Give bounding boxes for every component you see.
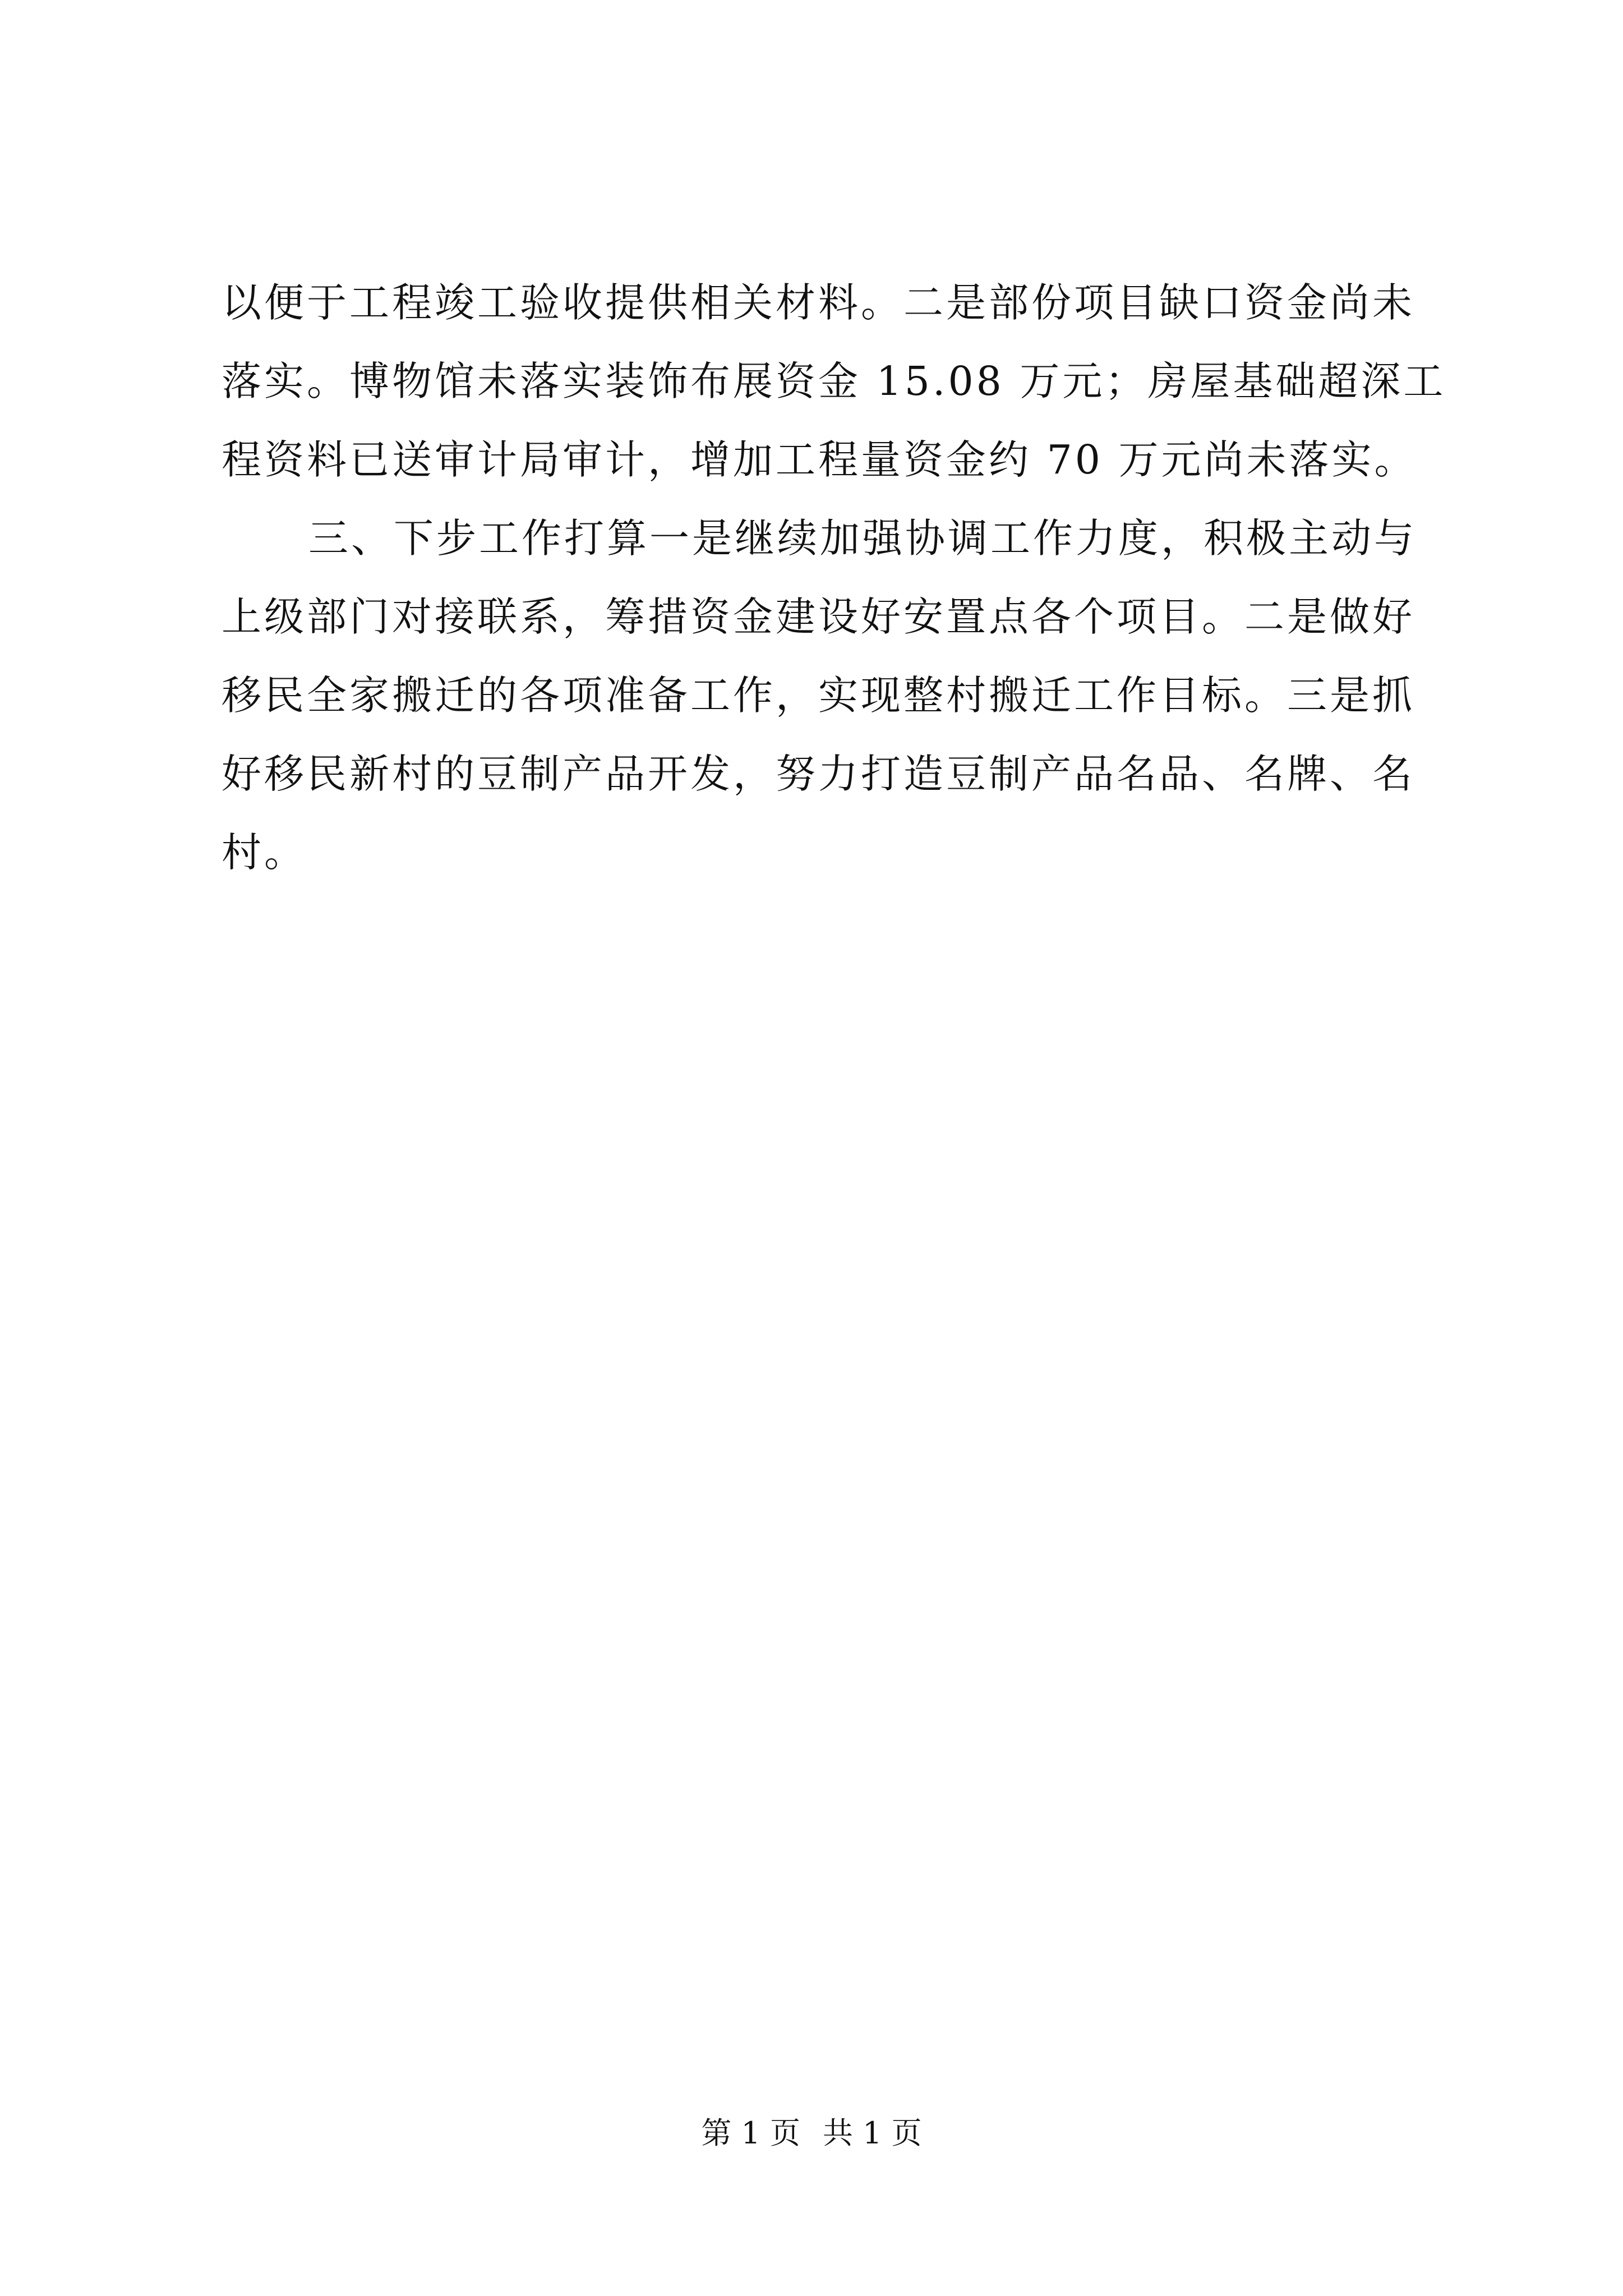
page-number: 第 1 页: [701, 2115, 800, 2151]
text-line: 好移民新村的豆制产品开发，努力打造豆制产品名品、名牌、名: [222, 751, 1415, 797]
text-line: 上级部门对接联系，筹措资金建设好安置点各个项目。二是做好: [222, 593, 1415, 640]
text-line: 落实。博物馆未落实装饰布展资金 15.08 万元；房屋基础超深工: [222, 358, 1446, 404]
page-footer: [0, 2114, 1623, 2153]
text-line: 以便于工程竣工验收提供相关材料。二是部份项目缺口资金尚未: [222, 279, 1415, 326]
page-total: 共 1 页: [823, 2115, 922, 2151]
text-line: 村。: [222, 829, 307, 876]
document-body: [222, 264, 1446, 892]
paragraph-1: [222, 264, 1446, 499]
text-line: 移民全家搬迁的各项准备工作，实现整村搬迁工作目标。三是抓: [222, 672, 1415, 719]
text-line: 三、下步工作打算一是继续加强协调工作力度，积极主动与: [308, 515, 1417, 562]
paragraph-2: [222, 499, 1427, 892]
text-line: 程资料已送审计局审计，增加工程量资金约 70 万元尚未落实。: [222, 436, 1417, 483]
